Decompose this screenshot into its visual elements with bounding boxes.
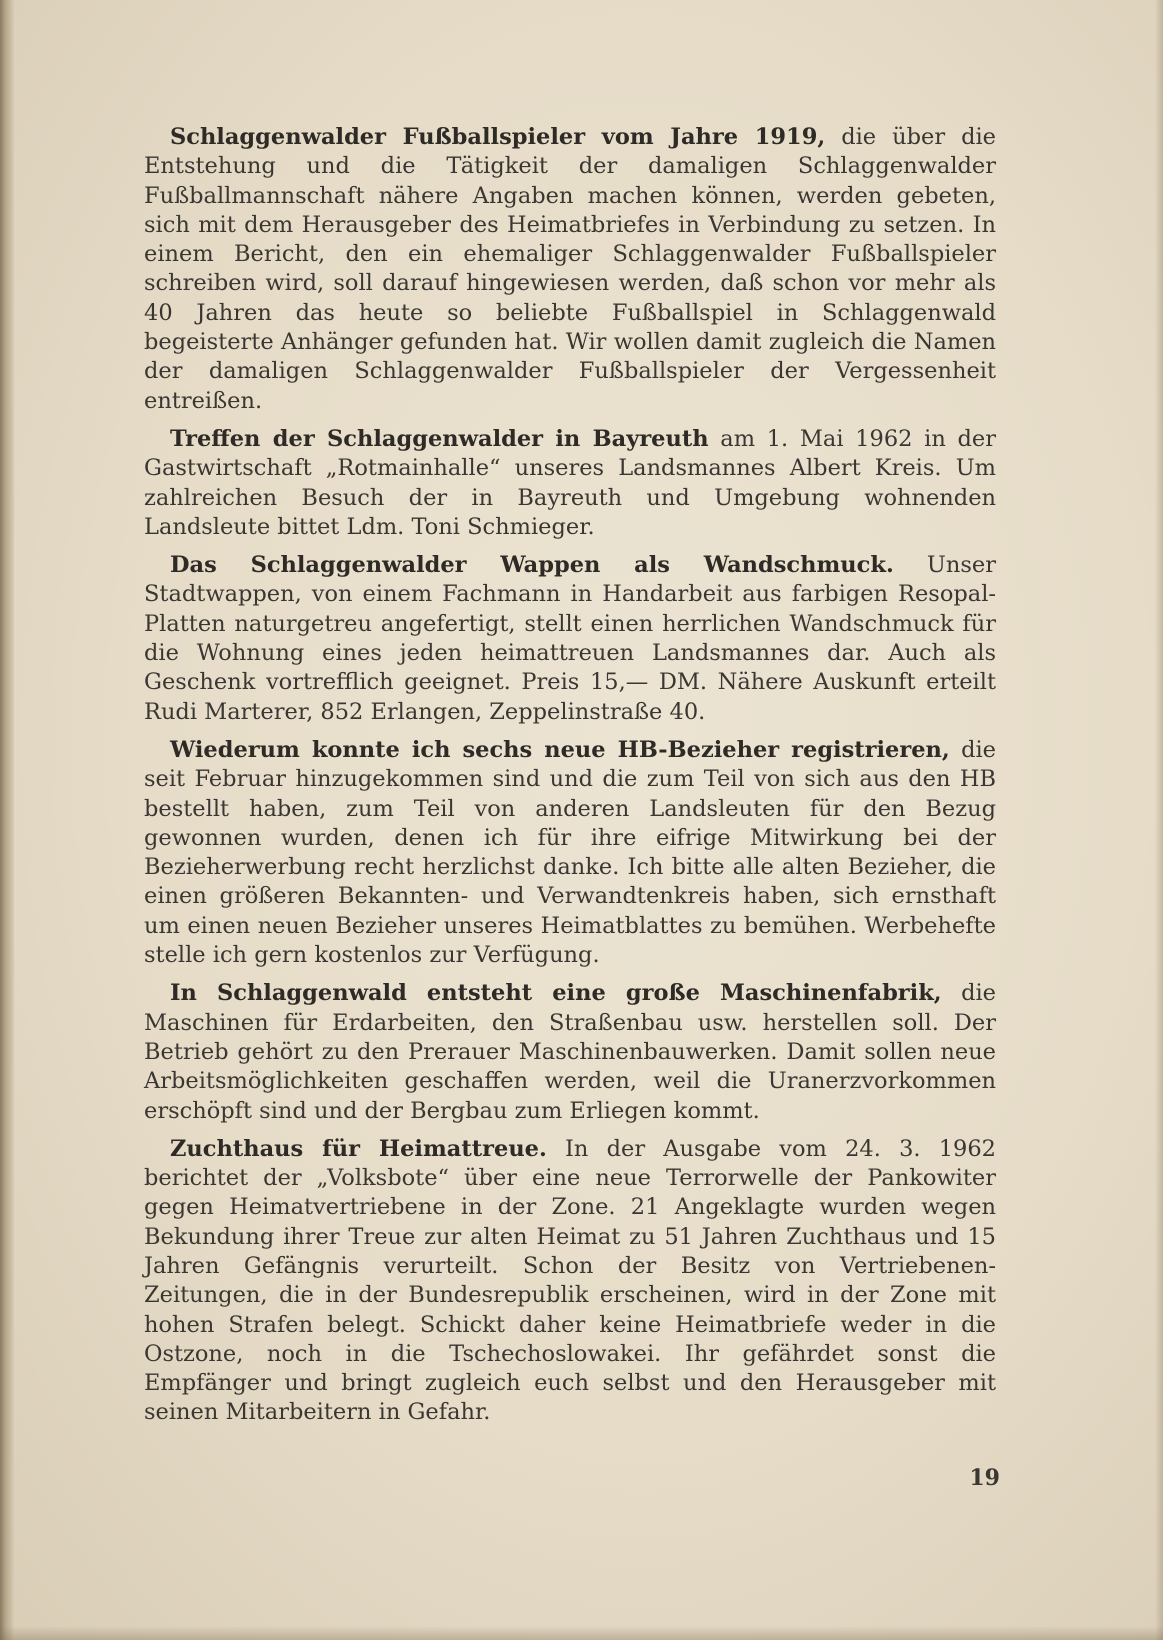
paragraph-heading: Wiederum konnte ich sechs neue HB-Bezieher registrieren, [170, 736, 950, 763]
page-edge-right [1155, 0, 1163, 1640]
paragraph-heading: In Schlaggenwald entsteht eine große Maschinenfabrik, [170, 980, 942, 1007]
paragraph-heading: Das Schlaggenwalder Wappen als Wandschmuck. [170, 552, 894, 579]
paragraph-body: In der Ausgabe vom 24. 3. 1962 berichtet der „Volksbote“ über eine neue Terrorwelle der Pankowiter gegen Heimatvertriebene in der Zone. 21 Angeklagte wurden wegen Bekundung ihrer Treue zur alten Heimat zu 51 Jahren Zuchthaus und 15 Jahren Gefängnis verurteilt. Schon der Besitz von Vertriebenen-Zeitungen, die in der Bundesrepublik erscheinen, wird in der Zone mit hohen Strafen belegt. Schickt daher keine Heimatbriefe weder in die Ostzone, noch in die Tschechoslowakei. Ihr gefährdet sonst die Empfänger und bringt zugleich euch selbst und den Herausgeber mit seinen Mitarbeitern in Gefahr. [144, 1135, 996, 1426]
paragraph-new-subscribers [144, 736, 996, 970]
paragraph-heading: Treffen der Schlaggenwalder in Bayreuth [170, 425, 709, 452]
paragraph-body: die über die Entstehung und die Tätigkeit der damaligen Schlaggenwalder Fußballmannschaft nähere Angaben machen können, werden gebeten, sich mit dem Herausgeber des Heimatbriefes in Verbindung zu setzen. In einem Bericht, den ein ehemaliger Schlaggenwalder Fußballspieler schreiben wird, soll darauf hingewiesen werden, daß schon vor mehr als 40 Jahren das heute so beliebte Fußballspiel in Schlaggenwald begeisterte Anhänger gefunden hat. Wir wollen damit zugleich die Namen der damaligen Schlaggenwalder Fußballspieler der Vergessenheit entreißen. [144, 124, 996, 414]
paragraph-football-players [144, 123, 996, 416]
paragraph-body: Unser Stadtwappen, von einem Fachmann in Handarbeit aus farbigen Resopal-Platten naturgetreu angefertigt, stellt einen herrlichen Wandschmuck für die Wohnung eines jeden heimattreuen Landsmannes dar. Auch als Geschenk vortrefflich geeignet. Preis 15,— DM. Nähere Auskunft erteilt Rudi Marterer, 852 Erlangen, Zeppelinstraße 40. [144, 552, 996, 725]
paragraph-prison-loyalty [144, 1135, 996, 1428]
paragraph-body: am 1. Mai 1962 in der Gastwirtschaft „Rotmainhalle“ unseres Landsmannes Albert Kreis. Um zahlreichen Besuch der in Bayreuth und Umgebung wohnenden Landsleute bittet Ldm. Toni Schmieger. [144, 425, 996, 540]
paragraph-body: die Maschinen für Erdarbeiten, den Straßenbau usw. herstellen soll. Der Betrieb gehört zu den Prerauer Maschinenbauwerken. Damit sollen neue Arbeitsmöglichkeiten geschaffen werden, weil die Uranerzvorkommen erschöpft sind und der Bergbau zum Erliegen kommt. [144, 980, 996, 1124]
paragraph-body: die seit Februar hinzugekommen sind und die zum Teil von sich aus den HB bestellt haben, zum Teil von anderen Landsleuten für den Bezug gewonnen wurden, denen ich für ihre eifrige Mitwirkung bei der Bezieherwerbung recht herzlichst danke. Ich bitte alle alten Bezieher, die einen größeren Bekannten- und Verwandtenkreis haben, sich ernsthaft um einen neuen Bezieher unseres Heimatblattes zu bemühen. Werbehefte stelle ich gern kostenlos zur Verfügung. [144, 736, 996, 969]
article-text [144, 123, 996, 1437]
paragraph-heading: Zuchthaus für Heimattreue. [170, 1135, 547, 1162]
page-edge-bottom [0, 1626, 1163, 1640]
book-spine-shadow [0, 0, 14, 1640]
paragraph-coat-of-arms [144, 551, 996, 727]
paragraph-machine-factory [144, 979, 996, 1125]
page-number: 19 [969, 1465, 1000, 1491]
paragraph-meeting-bayreuth [144, 425, 996, 542]
paragraph-heading: Schlaggenwalder Fußballspieler vom Jahre 1919, [170, 124, 826, 150]
